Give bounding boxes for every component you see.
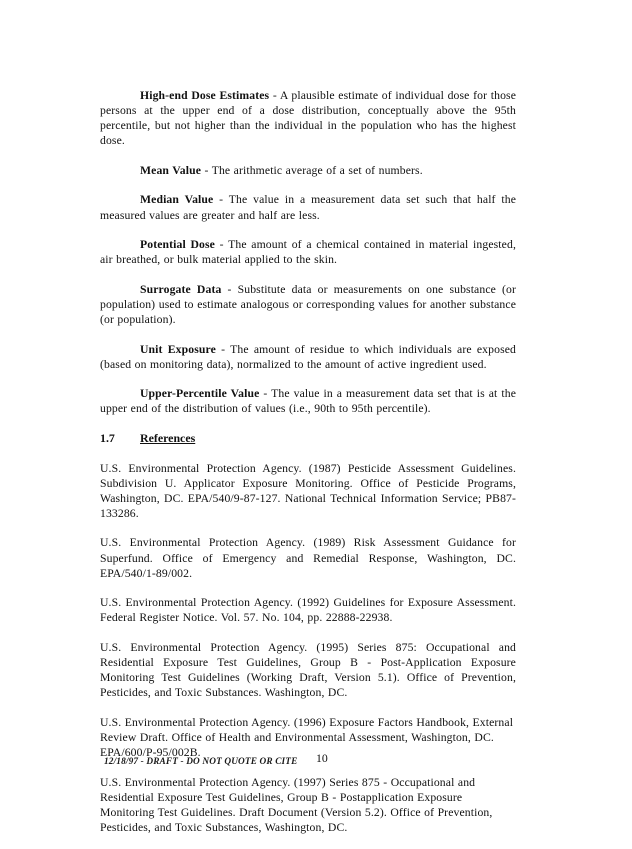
glossary-term: High-end Dose Estimates	[140, 89, 270, 102]
reference-item: U.S. Environmental Protection Agency. (1995) Series 875: Occupational and Residential Exposure Test Guidelines, Group B - Post-Application Exposure Monitoring Test Guidelines (Working Draft, Version 5.1). Office of Prevention, Pesticides, and Toxic Substances. Washington, DC.	[100, 640, 516, 700]
page-number: 10	[316, 751, 328, 765]
glossary-term: Upper-Percentile Value	[140, 387, 260, 401]
page-content	[100, 88, 516, 849]
glossary-separator: -	[259, 387, 272, 401]
glossary-separator: -	[221, 282, 238, 296]
glossary-definition: The amount of a chemical contained in material ingested, air breathed, or bulk material applied to the skin.	[100, 238, 516, 267]
glossary-entry-median-value	[100, 192, 516, 222]
section-number: 1.7	[100, 431, 115, 445]
glossary-entry-mean-value	[100, 163, 516, 178]
glossary-term: Potential Dose	[140, 238, 215, 252]
glossary-separator: -	[269, 89, 280, 102]
section-heading-references	[100, 431, 516, 446]
glossary-separator: -	[213, 193, 229, 207]
glossary-term: Unit Exposure	[140, 342, 216, 356]
glossary-entry-upper-percentile-value	[100, 386, 516, 416]
section-title: References	[140, 431, 196, 445]
glossary-term: Median Value	[140, 193, 214, 207]
glossary-entry-high-end-dose-estimates	[100, 88, 516, 148]
page-footer	[100, 751, 516, 775]
glossary-term: Mean Value	[140, 163, 201, 177]
reference-item: U.S. Environmental Protection Agency. (1996) Exposure Factors Handbook, External Review Draft. Office of Health and Environmental Assessment, Washington, DC. EPA/600/P-95/002B.	[100, 715, 514, 759]
glossary-separator: -	[215, 342, 231, 356]
footer-draft-notice: 12/18/97 - DRAFT - DO NOT QUOTE OR CITE	[104, 757, 298, 767]
glossary-definition: The arithmetic average of a set of numbers.	[211, 163, 423, 177]
glossary-entry-unit-exposure	[100, 342, 516, 372]
reference-item: U.S. Environmental Protection Agency. (1997) Series 875 - Occupational and Residential Exposure Test Guidelines, Group B - Postapplication Exposure Monitoring Test Guidelines. Draft Document (Version 5.2). Office of Prevention, Pesticides, and Toxic Substances, Washington, DC.	[100, 775, 493, 834]
reference-item: U.S. Environmental Protection Agency. (1989) Risk Assessment Guidance for Superfund. Office of Emergency and Remedial Response, Washington, DC. EPA/540/1-89/002.	[100, 536, 516, 580]
glossary-entry-potential-dose	[100, 237, 516, 267]
reference-item: U.S. Environmental Protection Agency. (1992) Guidelines for Exposure Assessment. Federal Register Notice. Vol. 57. No. 104, pp. 22888-22938.	[100, 596, 516, 625]
glossary-definition: The amount of residue to which individuals are exposed (based on monitoring data), normalized to the amount of active ingredient used.	[100, 342, 516, 371]
glossary-definition: The value in a measurement data set that is at the upper end of the distribution of values (i.e., 90th to 95th percentile).	[100, 387, 516, 416]
glossary-separator: -	[215, 238, 229, 252]
glossary-definition: A plausible estimate of individual dose for those persons at the upper end of a dose distribution, conceptually above the 95th percentile, but not higher than the individual in the population who has the highest dose.	[100, 89, 516, 148]
glossary-entry-surrogate-data	[100, 282, 516, 327]
glossary-definition: Substitute data or measurements on one substance (or population) used to estimate analogous or corresponding values for another substance (or population).	[100, 282, 517, 327]
glossary-separator: -	[201, 163, 212, 177]
reference-item: U.S. Environmental Protection Agency. (1987) Pesticide Assessment Guidelines. Subdivision U. Applicator Exposure Monitoring. Office of Pesticide Programs, Washington, DC. EPA/540/9-87-127. National Technical Information Service; PB87-133286.	[100, 461, 516, 520]
glossary-term: Surrogate Data	[140, 282, 222, 296]
glossary-definition: The value in a measurement data set such that half the measured values are greater and half are less.	[100, 193, 517, 222]
